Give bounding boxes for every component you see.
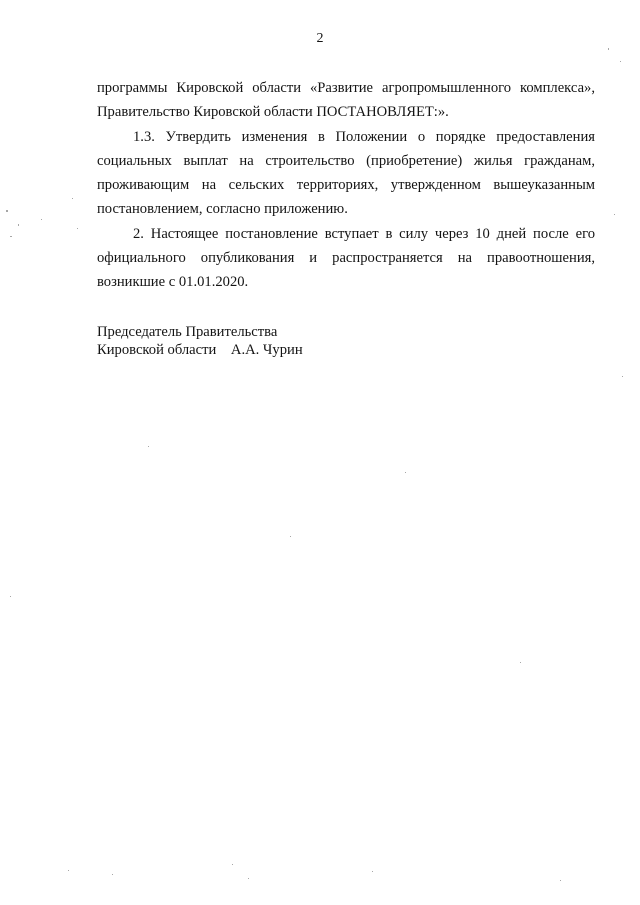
scan-speck bbox=[148, 446, 149, 447]
scan-speck bbox=[112, 874, 113, 875]
scan-speck bbox=[608, 48, 609, 50]
scan-speck bbox=[232, 864, 233, 865]
signature-block bbox=[97, 324, 497, 359]
page-number: 2 bbox=[316, 31, 324, 46]
scan-speck bbox=[622, 376, 623, 377]
document-body bbox=[97, 76, 595, 295]
signatory-position-line-1: Председатель Правительства bbox=[97, 324, 278, 340]
signatory-position-line-2 bbox=[97, 342, 497, 360]
scan-speck bbox=[372, 871, 373, 872]
scan-speck bbox=[248, 878, 249, 879]
scan-speck bbox=[620, 61, 621, 62]
scan-speck bbox=[405, 472, 406, 473]
scan-speck bbox=[68, 870, 69, 871]
scan-speck bbox=[10, 596, 11, 597]
scan-speck bbox=[520, 662, 521, 663]
scan-speck bbox=[72, 198, 73, 199]
signatory-region: Кировской области bbox=[97, 341, 217, 358]
scan-speck bbox=[10, 236, 12, 237]
scan-speck bbox=[18, 224, 19, 226]
scan-speck bbox=[614, 214, 615, 215]
paragraph-program-continuation: программы Кировской области «Развитие агропромышленного комплекса», Правительство Кировской области ПОСТАНОВЛЯЕТ:». bbox=[97, 80, 595, 121]
scan-speck bbox=[560, 880, 561, 881]
scan-speck bbox=[77, 228, 78, 229]
paragraph-clause-1-3: 1.3. Утвердить изменения в Положении о порядке предоставления социальных выплат на строительство (приобретение) жилья гражданам, проживающим на сельских территориях, утвержденном вышеуказанным постановлением, согласно приложению. bbox=[97, 128, 595, 218]
paragraph-clause-2: 2. Настоящее постановление вступает в силу через 10 дней после его официального опубликования и распространяется на правоотношения, возникшие с 01.01.2020. bbox=[97, 225, 595, 291]
scan-speck bbox=[41, 219, 42, 220]
scan-speck bbox=[6, 210, 8, 212]
signatory-name: А.А. Чурин bbox=[230, 341, 303, 358]
scan-speck bbox=[290, 536, 291, 537]
